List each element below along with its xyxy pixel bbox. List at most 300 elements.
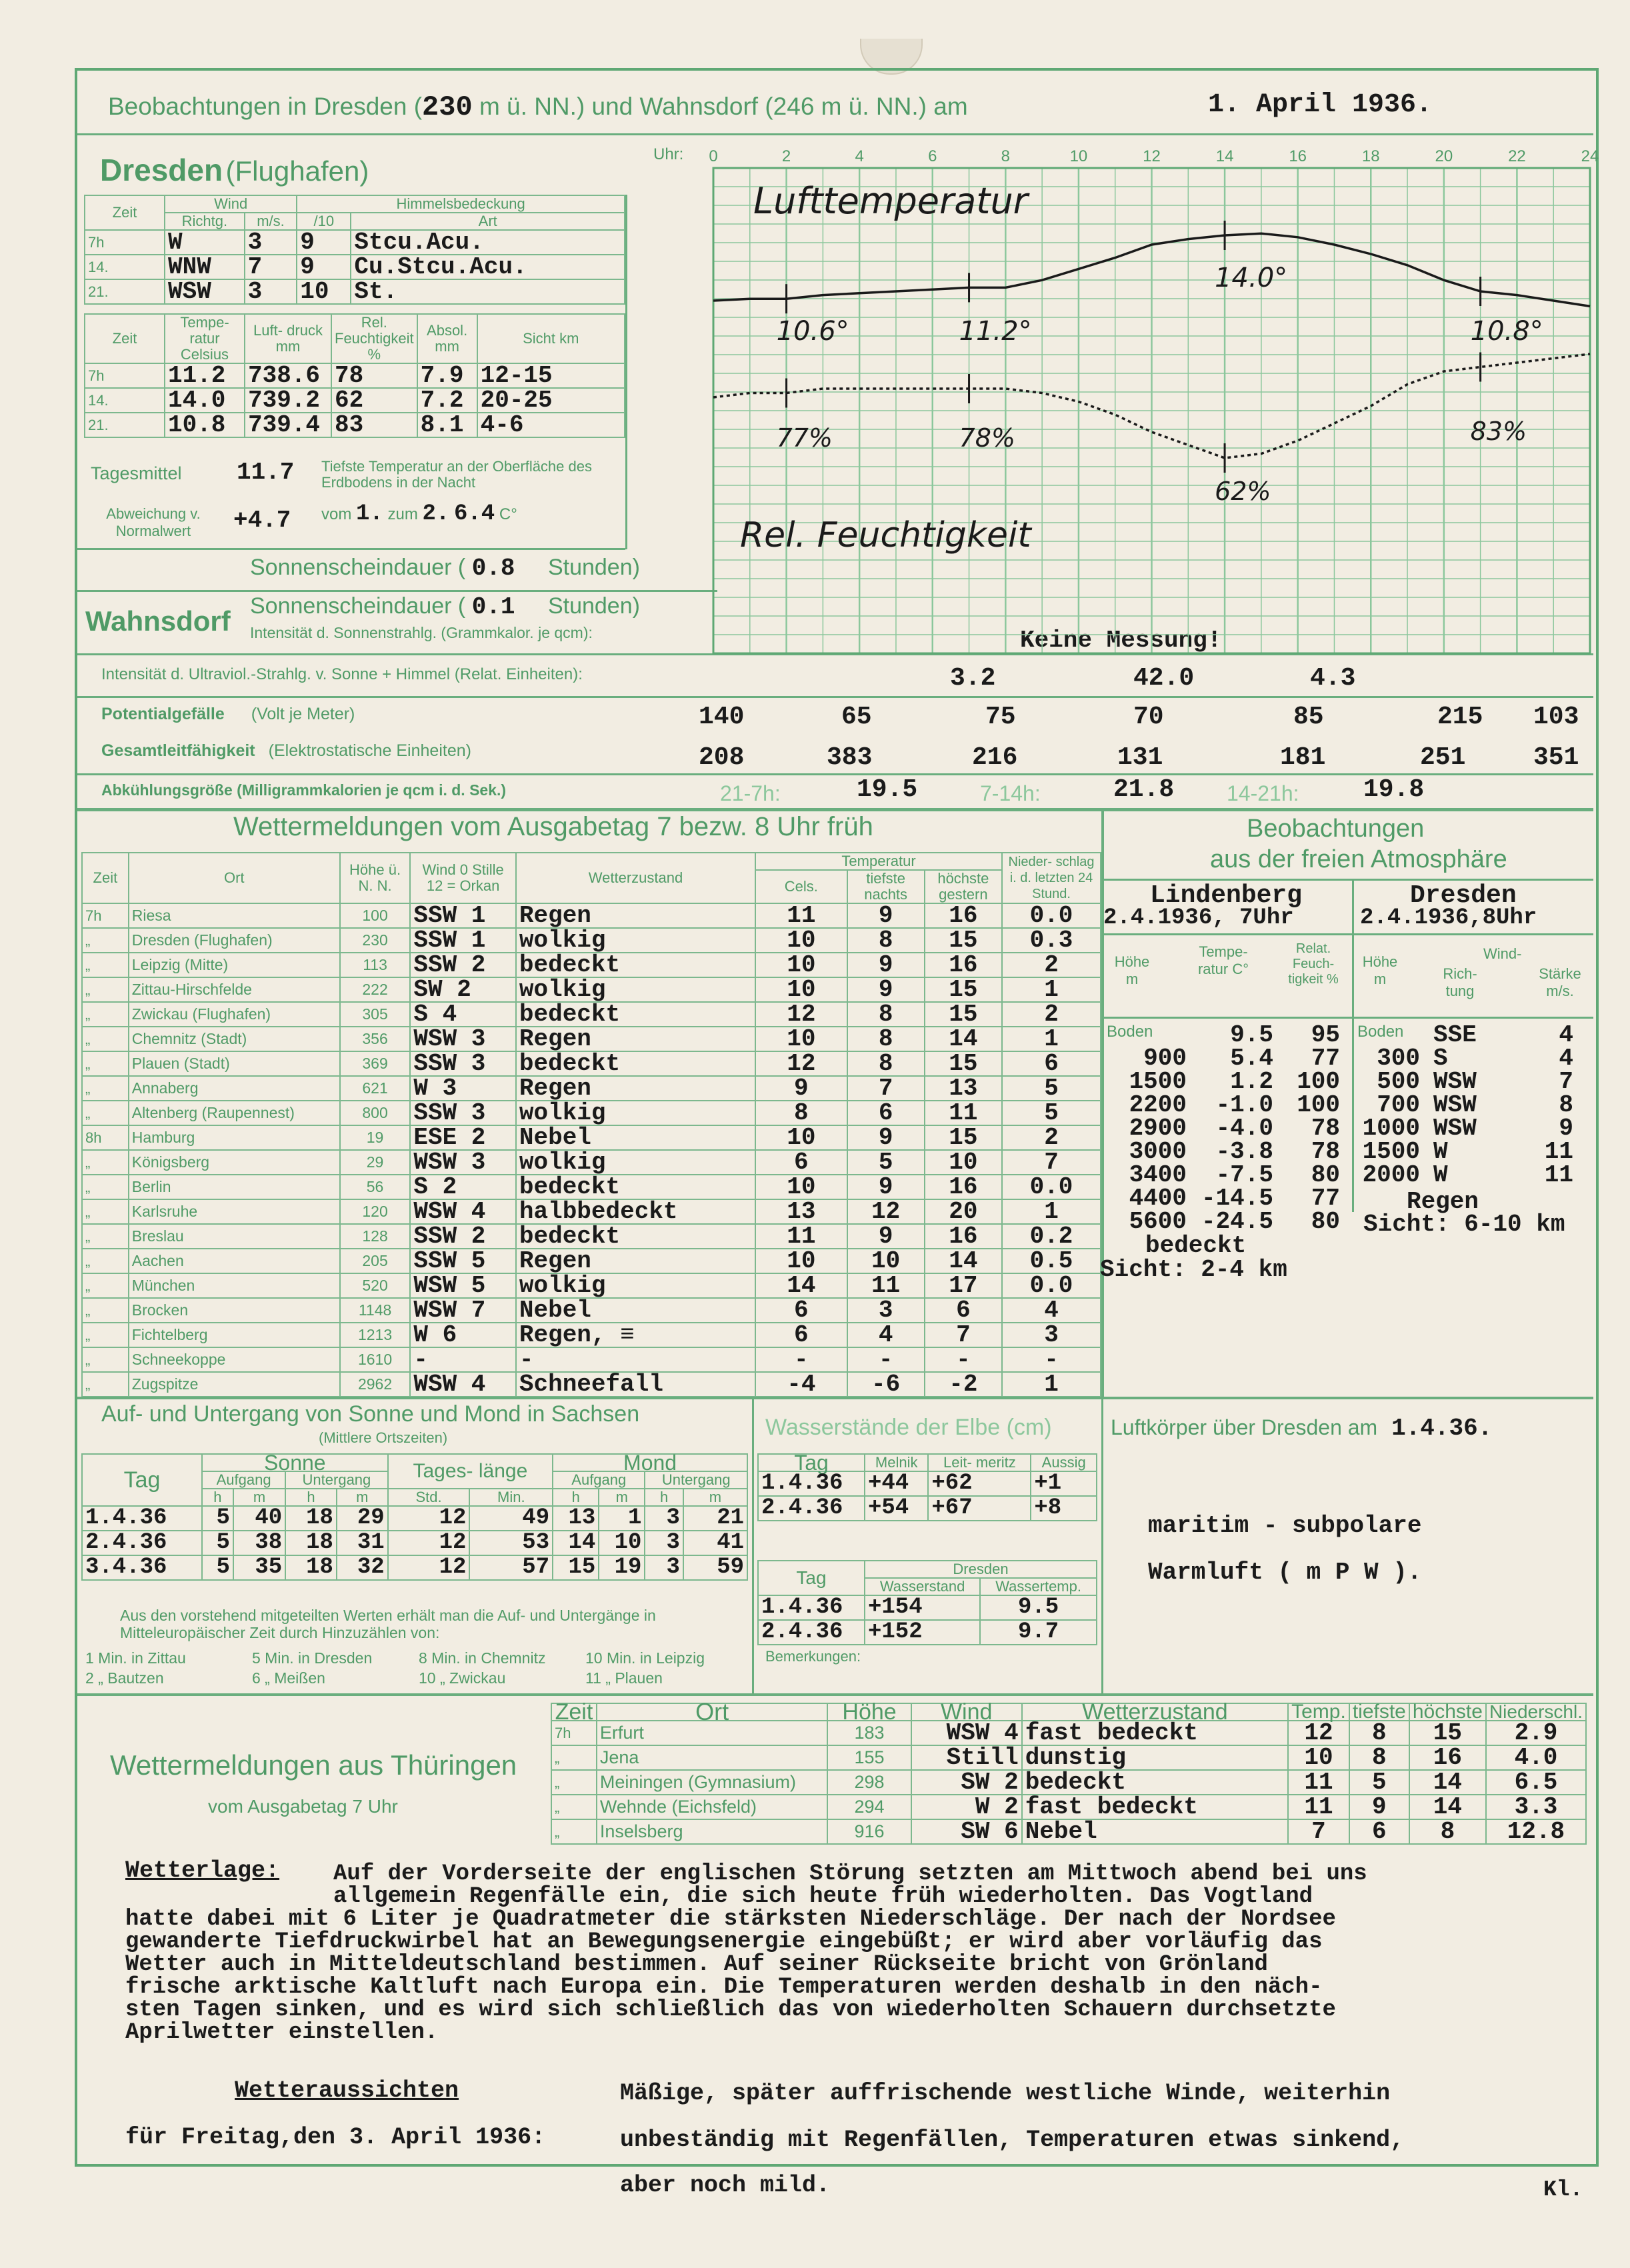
wm-row	[82, 1273, 1101, 1298]
cell: 7h	[85, 230, 165, 255]
wm-cell-ti: 8	[847, 1051, 925, 1076]
hour-label: 24	[1581, 147, 1599, 165]
abk-period: 14-21h:	[1227, 781, 1299, 805]
uhr-label: Uhr:	[653, 145, 684, 163]
wm-cell-w: SW 2	[410, 977, 516, 1002]
sm-cell-tm: 49	[469, 1506, 553, 1531]
rule	[1101, 1017, 1593, 1019]
elbe-title: Wasserstände der Elbe (cm)	[765, 1415, 1052, 1440]
l-h-hoehe: Höhe m	[1114, 953, 1150, 987]
rule	[77, 590, 717, 592]
wm-cell-w: WSW 5	[410, 1273, 516, 1298]
abk-value: 19.5	[857, 775, 918, 804]
wm-cell-z: „	[82, 1224, 129, 1249]
hour-label: 12	[1143, 147, 1161, 165]
luftkoerper-date: 1.4.36.	[1391, 1415, 1493, 1442]
cell: 10	[297, 279, 351, 304]
wm-cell-c: 9	[755, 1076, 847, 1101]
th-cell-n: 2.9	[1486, 1721, 1586, 1745]
wm-cell-z: „	[82, 977, 129, 1002]
wm-row	[82, 1076, 1101, 1101]
h-aufgang: Aufgang	[202, 1471, 285, 1489]
wm-cell-z: „	[82, 1273, 129, 1298]
wm-cell-c: 12	[755, 1002, 847, 1027]
cell: 21.	[85, 279, 165, 304]
h-wind: Wind	[911, 1703, 1022, 1721]
h-himmel: Himmelsbedeckung	[297, 195, 625, 213]
wm-cell-zu: halbbedeckt	[516, 1199, 755, 1224]
sm-cell-suh: 18	[285, 1555, 337, 1580]
h-zeit: Zeit	[82, 853, 129, 903]
th-cell-w: WSW 4	[911, 1721, 1022, 1745]
offset-a: 10 Min. in Leipzig	[585, 1649, 705, 1667]
wm-row	[82, 1051, 1101, 1076]
wm-cell-h: 100	[340, 903, 411, 928]
wm-cell-zu: bedeckt	[516, 953, 755, 977]
wm-cell-n: 5	[1002, 1101, 1101, 1125]
leit-value: 131	[1117, 743, 1163, 772]
wm-cell-w: WSW 3	[410, 1150, 516, 1175]
vom-label: vom	[321, 505, 352, 523]
wm-cell-c: 10	[755, 1175, 847, 1199]
h-tiefste: tiefste nachts	[847, 870, 925, 903]
elbe-cell-tag: 1.4.36	[758, 1471, 865, 1496]
sm-cell-sam: 35	[233, 1555, 285, 1580]
sm-cell-sum: 29	[337, 1506, 388, 1531]
wm-cell-c: 8	[755, 1101, 847, 1125]
uv-label: Intensität d. Ultraviol.-Strahlg. v. Sonne + Himmel (Relat. Einheiten):	[101, 665, 583, 683]
lindenberg-note2: Sicht: 2-4 km	[1100, 1256, 1287, 1283]
lindenberg-hoehe: 900	[1143, 1045, 1187, 1072]
h-h: h	[202, 1489, 233, 1506]
rule	[752, 1398, 754, 1695]
lindenberg-name: Lindenberg	[1150, 881, 1303, 910]
wm-cell-h: 356	[340, 1027, 411, 1051]
th-row	[551, 1795, 1586, 1819]
wind-row	[85, 230, 625, 255]
wm-cell-ti: 9	[847, 953, 925, 977]
cell: 9	[297, 230, 351, 255]
lindenberg-hoehe: 3000	[1129, 1138, 1187, 1165]
atm-dresden-hoehe: 1500	[1362, 1138, 1420, 1165]
wm-cell-h: 128	[340, 1224, 411, 1249]
h-zeit: Zeit	[551, 1703, 597, 1721]
lindenberg-temp: -14.5	[1201, 1185, 1273, 1212]
elbe-cell-m: +54	[865, 1496, 928, 1521]
wm-cell-ho: 10	[925, 1150, 1002, 1175]
th-cell-h: 183	[827, 1721, 911, 1745]
wm-cell-w: S 2	[410, 1175, 516, 1199]
leit-value: 251	[1420, 743, 1466, 772]
wm-cell-ti: 3	[847, 1298, 925, 1323]
wm-cell-w: SSW 3	[410, 1051, 516, 1076]
cell: 20-25	[477, 388, 625, 413]
hour-label: 14	[1215, 147, 1234, 165]
h-zeit: Zeit	[85, 314, 165, 363]
h-tageslaenge: Tages- länge	[388, 1454, 553, 1489]
atm-dresden-richtung: W	[1433, 1138, 1448, 1165]
uv-value: 4.3	[1310, 664, 1356, 693]
th-cell-ti: 5	[1349, 1770, 1409, 1795]
atm-dresden-hoehe: Boden	[1357, 1023, 1404, 1041]
wm-cell-w: ESE 2	[410, 1125, 516, 1150]
wm-cell-c: 10	[755, 977, 847, 1002]
aussichten-label: Wetteraussichten	[235, 2077, 459, 2104]
wm-cell-ho: 20	[925, 1199, 1002, 1224]
sm-cell-mum: 21	[683, 1506, 747, 1531]
wm-cell-n: 5	[1002, 1076, 1101, 1101]
wm-cell-z: „	[82, 1347, 129, 1372]
wm-cell-zu: Regen	[516, 1076, 755, 1101]
sm-cell-mah: 15	[553, 1555, 599, 1580]
lindenberg-feucht: 77	[1311, 1185, 1340, 1212]
sm-cell-tm: 57	[469, 1555, 553, 1580]
wm-cell-ho: -2	[925, 1372, 1002, 1397]
h-rel: Rel. Feuchtigkeit %	[331, 314, 417, 363]
th-cell-o: Meiningen (Gymnasium)	[597, 1770, 828, 1795]
wm-cell-zu: bedeckt	[516, 1175, 755, 1199]
header-prefix: Beobachtungen in Dresden (	[108, 93, 423, 120]
atm-dresden-hoehe: 1000	[1362, 1115, 1420, 1142]
wm-row	[82, 1323, 1101, 1347]
lindenberg-hoehe: 1500	[1129, 1068, 1187, 1095]
h-hoehe: Höhe	[827, 1703, 911, 1721]
wm-cell-z: 7h	[82, 903, 129, 928]
elbe-dresden-cell-t: 9.7	[980, 1620, 1097, 1645]
wm-row	[82, 1224, 1101, 1249]
abk-label: Abkühlungsgröße (Milligrammkalorien je qcm i. d. Sek.)	[101, 781, 507, 799]
hour-label: 16	[1289, 147, 1307, 165]
abk-value: 19.8	[1363, 775, 1425, 804]
elbe-cell-l: +67	[928, 1496, 1031, 1521]
sm-cell-sum: 31	[337, 1531, 388, 1555]
sm-cell-mam: 10	[599, 1531, 645, 1555]
hour-label: 4	[855, 147, 864, 165]
th-cell-z: 7h	[551, 1721, 597, 1745]
d-h-staerke: Stärke m/s.	[1539, 965, 1581, 999]
wm-cell-z: „	[82, 1298, 129, 1323]
th-cell-w: Still	[911, 1745, 1022, 1770]
sm-cell-suh: 18	[285, 1531, 337, 1555]
hum-label: 77%	[776, 423, 833, 453]
wm-cell-ti: 9	[847, 977, 925, 1002]
elbe-dresden-row	[758, 1595, 1097, 1620]
header-date: 1. April 1936.	[1208, 90, 1433, 120]
th-cell-o: Jena	[597, 1745, 828, 1770]
atm-dresden-name: Dresden	[1410, 881, 1517, 910]
stunden-label: Stunden)	[547, 555, 640, 580]
wm-cell-h: 2962	[340, 1372, 411, 1397]
wm-cell-o: Riesa	[129, 903, 340, 928]
wm-cell-w: SSW 1	[410, 903, 516, 928]
wm-row	[82, 903, 1101, 928]
offset-b: 10 „ Zwickau	[419, 1669, 506, 1687]
wm-cell-ho: 15	[925, 977, 1002, 1002]
rule	[77, 1693, 1593, 1696]
wm-row	[82, 1027, 1101, 1051]
pot-value: 75	[985, 703, 1016, 731]
lindenberg-feucht: 100	[1297, 1091, 1340, 1119]
wm-cell-h: 800	[340, 1101, 411, 1125]
lindenberg-feucht: 78	[1311, 1115, 1340, 1142]
wind-row	[85, 279, 625, 304]
h-m: m	[599, 1489, 645, 1506]
wm-cell-o: Dresden (Flughafen)	[129, 928, 340, 953]
d-h-wind: Wind-	[1483, 945, 1522, 962]
wm-cell-h: 369	[340, 1051, 411, 1076]
th-cell-o: Erfurt	[597, 1721, 828, 1745]
offset-b: 2 „ Bautzen	[85, 1669, 164, 1687]
pot-value: 103	[1533, 703, 1579, 731]
h-zeit: Zeit	[85, 195, 165, 230]
h-tag: Tag	[758, 1561, 865, 1595]
wetterlage-line: hatte dabei mit 6 Liter je Quadratmeter die stärksten Niederschläge. Der nach der Nordsee	[125, 1907, 1336, 1932]
atm-dresden-richtung: WSW	[1433, 1091, 1477, 1119]
lindenberg-hoehe: 3400	[1129, 1161, 1187, 1189]
wm-cell-w: -	[410, 1347, 516, 1372]
leit-value: 208	[699, 743, 745, 772]
atm-dresden-richtung: W	[1433, 1161, 1448, 1189]
atm-dresden-richtung: S	[1433, 1045, 1448, 1072]
sm-cell-mam: 19	[599, 1555, 645, 1580]
wm-cell-n: 1	[1002, 1027, 1101, 1051]
wm-cell-h: 29	[340, 1150, 411, 1175]
cell: 21.	[85, 413, 165, 437]
wm-cell-h: 520	[340, 1273, 411, 1298]
temp-label: 14.0°	[1215, 263, 1288, 293]
cell: 11.2	[165, 363, 245, 388]
elbe-dresden-row	[758, 1620, 1097, 1645]
wm-row	[82, 1347, 1101, 1372]
wm-cell-n: 0.5	[1002, 1249, 1101, 1273]
th-cell-ho: 14	[1409, 1795, 1486, 1819]
wm-cell-o: Schneekoppe	[129, 1347, 340, 1372]
h-druck: Luft- druck mm	[245, 314, 331, 363]
wm-cell-w: WSW 4	[410, 1199, 516, 1224]
sonnenschein-dresden-value: 0.8	[471, 555, 515, 582]
wm-cell-n: 6	[1002, 1051, 1101, 1076]
wm-cell-ho: 11	[925, 1101, 1002, 1125]
th-cell-t: 7	[1288, 1819, 1349, 1844]
wm-cell-zu: wolkig	[516, 1273, 755, 1298]
lindenberg-temp: 5.4	[1230, 1045, 1273, 1072]
wm-cell-h: 205	[340, 1249, 411, 1273]
cell: 78	[331, 363, 417, 388]
th-cell-w: SW 6	[911, 1819, 1022, 1844]
cell: 83	[331, 413, 417, 437]
wm-cell-zu: Regen	[516, 1027, 755, 1051]
wm-cell-w: S 4	[410, 1002, 516, 1027]
wm-cell-c: 10	[755, 928, 847, 953]
wm-cell-ti: 9	[847, 1125, 925, 1150]
offset-b: 11 „ Plauen	[585, 1669, 663, 1687]
atm-dresden-date: 2.4.1936,8Uhr	[1360, 905, 1537, 931]
wm-cell-o: Königsberg	[129, 1150, 340, 1175]
wm-cell-zu: bedeckt	[516, 1002, 755, 1027]
atm-dresden-hoehe: 300	[1377, 1045, 1420, 1072]
wm-row	[82, 953, 1101, 977]
wm-cell-c: 10	[755, 1125, 847, 1150]
wm-cell-ho: 16	[925, 1224, 1002, 1249]
wm-cell-h: 222	[340, 977, 411, 1002]
vom-day: 1.	[356, 501, 383, 527]
wm-cell-z: „	[82, 1051, 129, 1076]
wm-cell-ti: 10	[847, 1249, 925, 1273]
hour-label: 6	[928, 147, 937, 165]
th-cell-w: W 2	[911, 1795, 1022, 1819]
wm-cell-zu: wolkig	[516, 977, 755, 1002]
wm-cell-n: 3	[1002, 1323, 1101, 1347]
th-cell-z: „	[551, 1819, 597, 1844]
wm-cell-o: Altenberg (Raupennest)	[129, 1101, 340, 1125]
wetterlage-line: frische arktische Kaltluft nach Europa ein. Die Temperaturen werden deshalb in den näch-	[125, 1975, 1323, 2000]
wm-cell-ti: 11	[847, 1273, 925, 1298]
h-sonne: Sonne	[202, 1454, 388, 1471]
wm-cell-w: SSW 2	[410, 1224, 516, 1249]
wm-cell-o: Berlin	[129, 1175, 340, 1199]
thueringen-table	[551, 1698, 1587, 1845]
wm-cell-zu: Regen	[516, 1249, 755, 1273]
wm-cell-w: SSW 2	[410, 953, 516, 977]
wm-cell-n: 0.0	[1002, 903, 1101, 928]
pot-value: 85	[1293, 703, 1324, 731]
sm-sub: (Mittlere Ortszeiten)	[319, 1429, 448, 1446]
wm-cell-ho: 14	[925, 1027, 1002, 1051]
h-aussig: Aussig	[1031, 1454, 1097, 1471]
wm-cell-ho: 16	[925, 903, 1002, 928]
th-cell-h: 294	[827, 1795, 911, 1819]
sonne-mond-table	[81, 1453, 748, 1581]
th-row	[551, 1745, 1586, 1770]
wm-cell-ti: 8	[847, 1027, 925, 1051]
h-ort: Ort	[597, 1703, 828, 1721]
wm-cell-z: „	[82, 1323, 129, 1347]
dresden-height: 230	[422, 91, 473, 123]
wm-cell-o: Zugspitze	[129, 1372, 340, 1397]
sonnenschein-wahnsdorf-value: 0.1	[471, 593, 515, 621]
keine-messung: Keine Messung!	[1020, 627, 1222, 654]
atm-dresden-staerke: 11	[1544, 1161, 1573, 1189]
wm-cell-c: -4	[755, 1372, 847, 1397]
signature: Kl.	[1543, 2177, 1583, 2202]
wm-row	[82, 1298, 1101, 1323]
abk-value: 21.8	[1113, 775, 1175, 804]
th-cell-n: 4.0	[1486, 1745, 1586, 1770]
th-cell-ho: 14	[1409, 1770, 1486, 1795]
wm-cell-n: 1	[1002, 1199, 1101, 1224]
h-leitmeritz: Leit- meritz	[928, 1454, 1031, 1471]
cell: WSW	[165, 279, 245, 304]
thueringen-title: Wettermeldungen aus Thüringen	[110, 1749, 517, 1781]
wm-cell-zu: wolkig	[516, 1101, 755, 1125]
sm-cell-mah: 13	[553, 1506, 599, 1531]
leit-label	[101, 741, 471, 761]
wm-cell-ti: 9	[847, 1224, 925, 1249]
sm-cell-muh: 3	[645, 1555, 683, 1580]
h-abs: Absol. mm	[417, 314, 477, 363]
elbe-dresden-cell-w: +154	[865, 1595, 980, 1620]
intensitaet-label: Intensität d. Sonnenstrahlg. (Grammkalor. je qcm):	[250, 624, 593, 641]
h-cels: Cels.	[755, 870, 847, 903]
wm-cell-o: Zwickau (Flughafen)	[129, 1002, 340, 1027]
rule	[625, 195, 627, 549]
h-melnik: Melnik	[865, 1454, 928, 1471]
wm-cell-n: 1	[1002, 1372, 1101, 1397]
h-hoechste: höchste	[1409, 1703, 1486, 1721]
hour-label: 8	[1001, 147, 1011, 165]
wm-cell-h: 1213	[340, 1323, 411, 1347]
wind-row	[85, 255, 625, 279]
uv-value: 3.2	[950, 664, 996, 693]
elbe-cell-a: +8	[1031, 1496, 1097, 1521]
hour-label: 20	[1435, 147, 1453, 165]
wm-cell-o: Karlsruhe	[129, 1199, 340, 1224]
h-temp: Tempe- ratur Celsius	[165, 314, 245, 363]
elbe-dresden-cell-t: 9.5	[980, 1595, 1097, 1620]
cell: 10.8	[165, 413, 245, 437]
dresden-subtitle: (Flughafen)	[225, 155, 369, 187]
wm-cell-w: SSW 5	[410, 1249, 516, 1273]
atm-dresden-staerke: 8	[1559, 1091, 1573, 1119]
sonnenschein-label: Sonnenscheindauer (	[250, 555, 466, 580]
wm-cell-w: SSW 3	[410, 1101, 516, 1125]
cell: 12-15	[477, 363, 625, 388]
wm-cell-w: WSW 4	[410, 1372, 516, 1397]
wm-cell-zu: wolkig	[516, 1150, 755, 1175]
h-h: h	[285, 1489, 337, 1506]
h-wassertemp: Wassertemp.	[980, 1578, 1097, 1595]
sm-cell-ts: 12	[388, 1531, 470, 1555]
temp-label: 10.6°	[776, 316, 849, 347]
tiefste-values	[321, 501, 517, 527]
wm-cell-ho: 14	[925, 1249, 1002, 1273]
h-ms: m/s.	[245, 213, 297, 230]
h-untergang: Untergang	[645, 1471, 747, 1489]
wm-cell-zu: -	[516, 1347, 755, 1372]
atm-dresden-richtung: SSE	[1433, 1021, 1477, 1049]
h-mond: Mond	[553, 1454, 747, 1471]
h-zustand: Wetterzustand	[516, 853, 755, 903]
rule	[77, 808, 1593, 811]
elbe-dresden-table	[757, 1560, 1097, 1645]
lindenberg-temp: -3.8	[1215, 1138, 1273, 1165]
th-cell-zu: fast bedeckt	[1022, 1795, 1288, 1819]
th-cell-n: 12.8	[1486, 1819, 1586, 1844]
th-cell-z: „	[551, 1795, 597, 1819]
cell: 739.4	[245, 413, 331, 437]
th-cell-ho: 8	[1409, 1819, 1486, 1844]
wm-cell-ti: 5	[847, 1150, 925, 1175]
wm-row	[82, 928, 1101, 953]
sm-cell-sah: 5	[202, 1531, 233, 1555]
h-untergang: Untergang	[285, 1471, 387, 1489]
h-std: Std.	[388, 1489, 470, 1506]
sm-cell-tag: 3.4.36	[82, 1555, 202, 1580]
wm-cell-h: 230	[340, 928, 411, 953]
abweichung-value: +4.7	[233, 507, 291, 534]
elbe-cell-a: +1	[1031, 1471, 1097, 1496]
cell: 7h	[85, 363, 165, 388]
wetterlage-line: sten Tagen sinken, und es wird sich schließlich das von wiederholten Schauern durchsetzte	[125, 1997, 1336, 2023]
wettermeldungen-table	[81, 852, 1101, 1397]
elbe-row	[758, 1471, 1097, 1496]
temp-label: 10.8°	[1470, 316, 1543, 347]
offset-a: 1 Min. in Zittau	[85, 1649, 186, 1667]
cell: 14.	[85, 388, 165, 413]
wm-row	[82, 1249, 1101, 1273]
wm-cell-c: 12	[755, 1051, 847, 1076]
header-mid: m ü. NN.) und Wahnsdorf (246 m ü. NN.) am	[479, 93, 968, 120]
